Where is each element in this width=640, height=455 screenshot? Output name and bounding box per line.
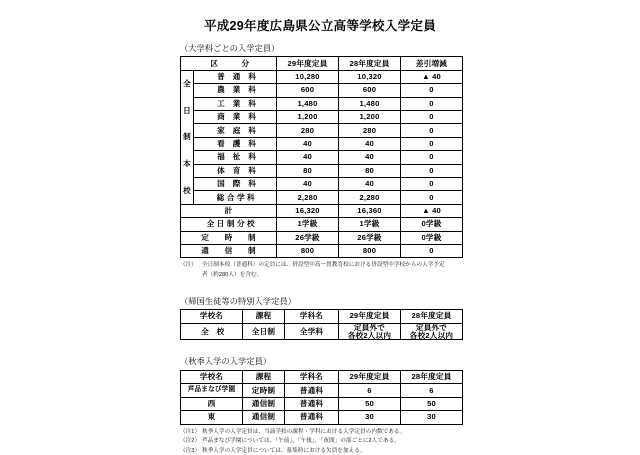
cell-sogo-year29: 2,280	[277, 191, 339, 204]
section3-note-3-text: 秋季入学の入学定員については、募集時における欠員を加える。	[202, 447, 366, 454]
table-header-row	[181, 370, 463, 383]
cell-year29-quota	[339, 323, 401, 340]
table-row	[181, 124, 463, 137]
cell-nogyo-difference: 0	[401, 84, 463, 97]
row-label-teijisei: 定 時 制	[181, 231, 277, 244]
col-header-course: 課程	[243, 310, 285, 323]
cell-department-ashina: 普通科	[285, 384, 339, 397]
row-label-total: 計	[181, 204, 277, 217]
cell-higashi-year29: 30	[339, 411, 401, 424]
cell-teijisei-difference: 0学級	[401, 231, 463, 244]
cell-shogyo-year29: 1,200	[277, 111, 339, 124]
table-row	[181, 191, 463, 204]
table-row	[181, 137, 463, 150]
cell-nogyo-year28: 600	[339, 84, 401, 97]
cell-ashina-year28: 6	[401, 384, 463, 397]
cell-zennichi-bunko-year29: 1学級	[277, 218, 339, 231]
row-label-taiiku: 体 育 科	[194, 164, 277, 177]
cell-course-higashi: 通信制	[243, 411, 285, 424]
table-row	[181, 84, 463, 97]
cell-course-fulltime: 全日制	[243, 323, 285, 340]
cell-sogo-year28: 2,280	[339, 191, 401, 204]
row-label-fukushi: 福 祉 科	[194, 151, 277, 164]
section3-note-1-text: 秋季入学の入学定員は、当該学校の課程・学科における入学定員の内数である。	[202, 428, 406, 435]
cell-shogyo-difference: 0	[401, 111, 463, 124]
section1-note-line1: 全日制本校（普通科）の定員には、併設型中高一貫教育校における併設型中学校からの入学予定	[202, 262, 445, 269]
table-row	[181, 397, 463, 410]
vertical-label-4: 本	[181, 151, 194, 178]
col-header-year29: 29年度定員	[339, 370, 401, 383]
table-row	[181, 231, 463, 244]
cell-kogyo-year29: 1,480	[277, 97, 339, 110]
cell-year28-quota-line2: 各校2人以内	[409, 330, 454, 340]
table-row	[181, 151, 463, 164]
row-label-futsu: 普 通 科	[194, 70, 277, 83]
col-header-year28: 28年度定員	[339, 57, 401, 70]
table-row	[181, 97, 463, 110]
section3-note-2-text: 芦品まなび学園については、「午前」，「午後」，「夜間」の部ごとに2人である。	[202, 438, 400, 445]
col-header-school: 学校名	[181, 310, 243, 323]
col-header-department: 学科名	[285, 310, 339, 323]
vertical-label-1: 全	[181, 70, 194, 97]
cell-fukushi-year28: 40	[339, 151, 401, 164]
cell-kokusai-difference: 0	[401, 178, 463, 191]
section3-note-2-tag: （注2）	[180, 438, 201, 445]
section3-notes	[180, 428, 462, 455]
cell-taiiku-year29: 80	[277, 164, 339, 177]
section3-note-3-tag: （注3）	[180, 447, 201, 454]
vertical-label-2: 日	[181, 97, 194, 124]
cell-futsu-year29: 10,280	[277, 70, 339, 83]
page-title: 平成29年度広島県公立高等学校入学定員	[203, 19, 437, 33]
row-label-nogyo: 農 業 科	[194, 84, 277, 97]
col-header-department: 学科名	[285, 370, 339, 383]
cell-teijisei-year29: 26学級	[277, 231, 339, 244]
table-autumn-enrollment	[180, 370, 463, 425]
section1-note-line2: 者（約280人）を含む。	[202, 272, 263, 278]
cell-school-all: 全 校	[181, 323, 243, 340]
cell-katei-difference: 0	[401, 124, 463, 137]
cell-higashi-year28: 30	[401, 411, 463, 424]
section3-note-1	[180, 428, 462, 437]
col-header-division: 区 分	[181, 57, 277, 70]
col-header-year29: 29年度定員	[339, 310, 401, 323]
cell-nishi-year28: 50	[401, 397, 463, 410]
row-label-tsushinsei: 通 信 制	[181, 244, 277, 257]
cell-course-ashina: 定時制	[243, 384, 285, 397]
cell-futsu-year28: 10,320	[339, 70, 401, 83]
table-row	[181, 218, 463, 231]
cell-department-higashi: 普通科	[285, 411, 339, 424]
col-header-year28: 28年度定員	[401, 310, 463, 323]
cell-fukushi-difference: 0	[401, 151, 463, 164]
cell-department-nishi: 普通科	[285, 397, 339, 410]
cell-school-nishi: 西	[181, 397, 243, 410]
cell-taiiku-difference: 0	[401, 164, 463, 177]
cell-shogyo-year28: 1,200	[339, 111, 401, 124]
cell-fukushi-year29: 40	[277, 151, 339, 164]
col-header-school: 学校名	[181, 370, 243, 383]
cell-tsushinsei-year28: 800	[339, 244, 401, 257]
table-header-row	[181, 57, 463, 70]
table-row	[181, 411, 463, 424]
cell-katei-year29: 280	[277, 124, 339, 137]
cell-total-difference: ▲ 40	[401, 204, 463, 217]
col-header-year29: 29年度定員	[277, 57, 339, 70]
cell-futsu-difference: ▲ 40	[401, 70, 463, 83]
cell-taiiku-year28: 80	[339, 164, 401, 177]
row-label-kokusai: 国 際 科	[194, 178, 277, 191]
cell-school-ashina: 芦品まなび学園	[181, 384, 243, 397]
section2-caption: （帰国生徒等の特別入学定員）	[180, 296, 297, 306]
row-label-kango: 看 護 科	[194, 137, 277, 150]
section3-note-2	[180, 437, 462, 446]
cell-kango-year28: 40	[339, 137, 401, 150]
cell-year28-quota-line1: 定員外で	[415, 322, 448, 332]
section1-note	[180, 261, 462, 279]
cell-kango-difference: 0	[401, 137, 463, 150]
cell-total-year29: 16,320	[277, 204, 339, 217]
cell-kango-year29: 40	[277, 137, 339, 150]
cell-course-nishi: 通信制	[243, 397, 285, 410]
table-row	[181, 164, 463, 177]
cell-nogyo-year29: 600	[277, 84, 339, 97]
table-enrollment-by-department	[180, 56, 463, 258]
document-body	[180, 43, 462, 455]
section3-note-1-tag: （注1）	[180, 428, 201, 435]
cell-katei-year28: 280	[339, 124, 401, 137]
cell-year29-quota-line2: 各校2人以内	[347, 330, 392, 340]
vertical-label-3: 制	[181, 124, 194, 151]
table-row	[181, 111, 463, 124]
cell-kogyo-difference: 0	[401, 97, 463, 110]
table-header-row	[181, 310, 463, 323]
col-header-course: 課程	[243, 370, 285, 383]
cell-tsushinsei-difference: 0	[401, 244, 463, 257]
cell-kogyo-year28: 1,480	[339, 97, 401, 110]
table-total-row	[181, 204, 463, 217]
cell-zennichi-bunko-difference: 0学級	[401, 218, 463, 231]
section3-note-3	[180, 447, 462, 455]
cell-kokusai-year28: 40	[339, 178, 401, 191]
cell-year28-quota	[401, 323, 463, 340]
table-row	[181, 70, 463, 83]
cell-year29-quota-line1: 定員外で	[353, 322, 386, 332]
section1-caption: （大学科ごとの入学定員）	[180, 44, 280, 53]
cell-tsushinsei-year29: 800	[277, 244, 339, 257]
cell-teijisei-year28: 26学級	[339, 231, 401, 244]
row-label-sogo: 総 合 学 科	[194, 191, 277, 204]
cell-ashina-year29: 6	[339, 384, 401, 397]
row-label-katei: 家 庭 科	[194, 124, 277, 137]
cell-sogo-difference: 0	[401, 191, 463, 204]
col-header-year28: 28年度定員	[401, 370, 463, 383]
cell-school-higashi: 東	[181, 411, 243, 424]
vertical-label-5: 校	[181, 178, 194, 205]
cell-zennichi-bunko-year28: 1学級	[339, 218, 401, 231]
row-label-zennichi-bunko: 全 日 制 分 校	[181, 218, 277, 231]
section1-note-tag: （注）	[180, 262, 197, 269]
row-label-shogyo: 商 業 科	[194, 111, 277, 124]
cell-kokusai-year29: 40	[277, 178, 339, 191]
cell-nishi-year29: 50	[339, 397, 401, 410]
section3-caption: （秋季入学の入学定員）	[180, 357, 272, 367]
table-row	[181, 384, 463, 397]
cell-total-year28: 16,360	[339, 204, 401, 217]
table-returnee-special-enrollment	[180, 309, 463, 340]
table-row	[181, 178, 463, 191]
table-row	[181, 244, 463, 257]
col-header-difference: 差引増減	[401, 57, 463, 70]
cell-department-all: 全学科	[285, 323, 339, 340]
row-label-kogyo: 工 業 科	[194, 97, 277, 110]
table-row	[181, 323, 463, 340]
